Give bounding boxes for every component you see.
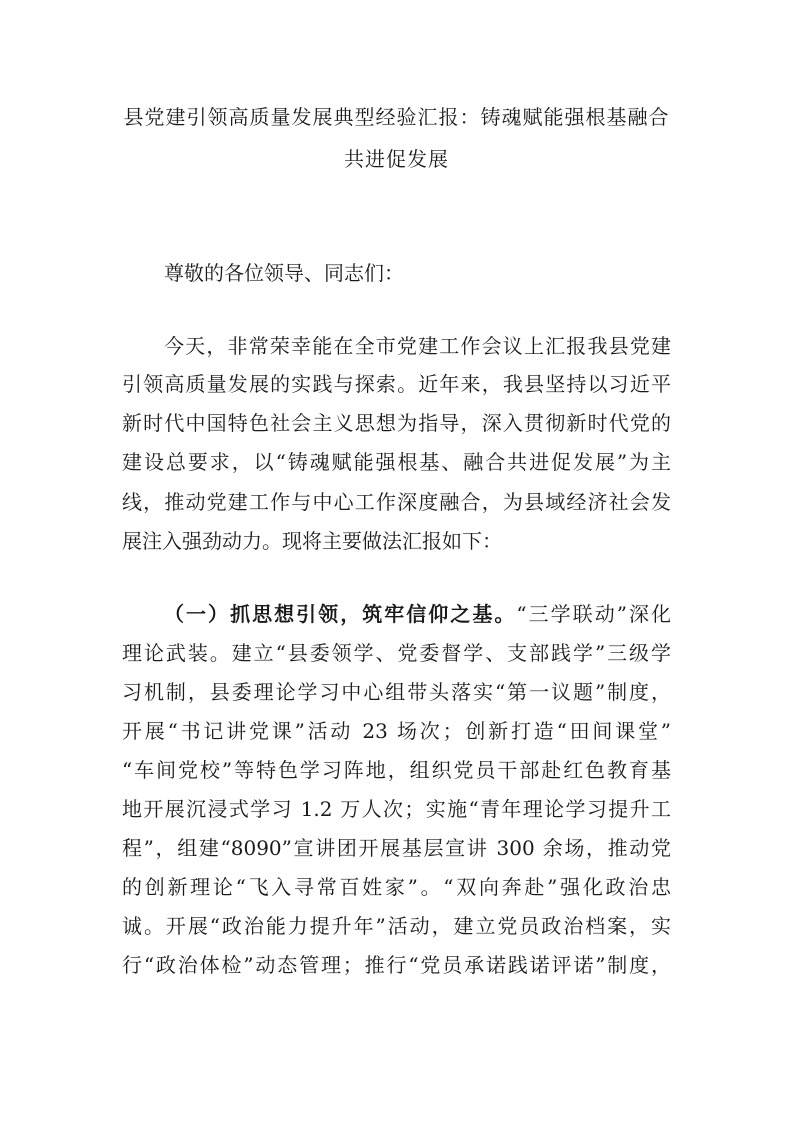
intro-line: 建设总要求，以“铸魂赋能强根基、融合共进促发展”为主 [122, 450, 671, 474]
intro-line: 线，推动党建工作与中心工作深度融合，为县域经济社会发 [122, 490, 671, 514]
intro-line: 新时代中国特色社会主义思想为指导，深入贯彻新时代党的 [122, 411, 671, 435]
intro-line: 引领高质量发展的实践与探索。近年来，我县坚持以习近平 [122, 372, 671, 396]
section-1-line: 行“政治体检”动态管理；推行“党员承诺践诺评诺”制度， [122, 953, 671, 977]
document-title-line-1: 县党建引领高质量发展典型经验汇报：铸魂赋能强根基融合 [123, 105, 670, 129]
section-1-line: 程”，组建“8090”宣讲团开展基层宣讲 300 余场，推动党 [122, 836, 671, 860]
section-1-line: 诚。开展“政治能力提升年”活动，建立党员政治档案，实 [122, 914, 671, 938]
section-1-line: 理论武装。建立“县委领学、党委督学、支部践学”三级学 [122, 641, 671, 665]
section-1-first-line-rest: “三学联动”深化 [516, 602, 672, 626]
intro-line: 展注入强劲动力。现将主要做法汇报如下： [122, 529, 502, 553]
section-1-line: 开展“书记讲党课”活动 23 场次；创新打造“田间课堂” [122, 719, 671, 743]
section-1-first-line [164, 604, 671, 624]
section-1-line: 习机制，县委理论学习中心组带头落实“第一议题”制度， [122, 680, 671, 704]
document-title-line-2: 共进促发展 [344, 147, 449, 171]
salutation: 尊敬的各位领导、同志们： [164, 261, 404, 285]
section-1-line: 地开展沉浸式学习 1.2 万人次；实施“青年理论学习提升工 [122, 797, 671, 821]
section-1-heading: （一）抓思想引领，筑牢信仰之基。 [164, 602, 517, 626]
section-1-line: “车间党校”等特色学习阵地，组织党员干部赴红色教育基 [122, 758, 671, 782]
intro-line: 今天，非常荣幸能在全市党建工作会议上汇报我县党建 [164, 334, 671, 358]
section-1-line: 的创新理论“飞入寻常百姓家”。“双向奔赴”强化政治忠 [122, 875, 671, 899]
